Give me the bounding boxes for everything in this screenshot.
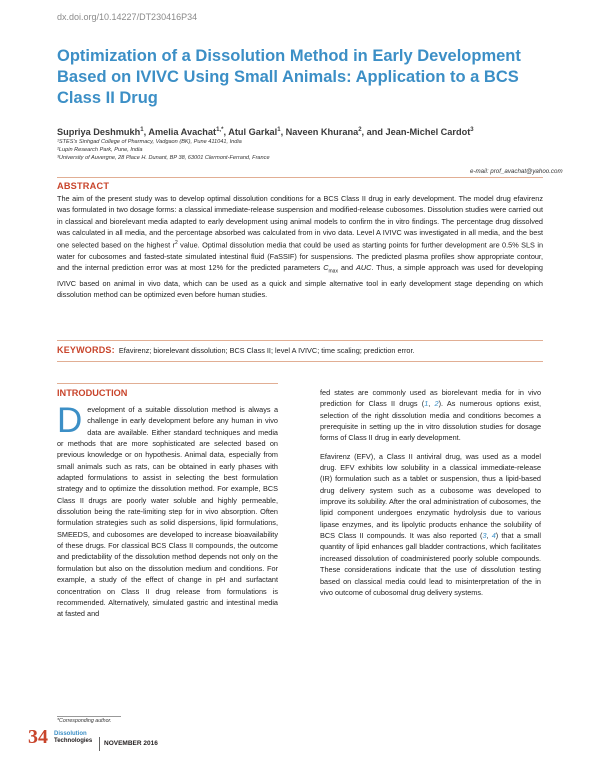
author-name: Amelia Avachat [148,127,217,138]
cmax-subscript: max [328,268,338,275]
author-list: Supriya Deshmukh$^1$, Amelia Avachat$^{1,*}$, Atul Garkal$^1$, Naveen Khurana$^2$, and Jean-Michel Cardot$^3$ [57,127,474,138]
affiliation: ¹STES's Sinhgad College of Pharmacy, Vadgaon (BK), Pune 411041, India [57,139,242,145]
footnote: *Corresponding author. [57,718,112,724]
article-title: Optimization of a Dissolution Method in Early Development Based on IVIVC Using Small Animals: Application to a BCS Class II Drug [57,47,521,107]
corresponding-email[interactable]: e-mail: prof_avachat@yahoo.com [470,168,563,175]
paragraph-text: fed states are commonly used as biorelevant media for in vivo prediction for Class II drugs ( [320,388,541,409]
abstract-segment: . Thus, a simple approach was used for developing IVIVC based on animal in vivo data, which can be used as a quick and simple alternative tool in early development stage depending on which dissolution method can be optimized even before human studies. [57,263,543,300]
keywords-list: Efavirenz; biorelevant dissolution; BCS Class II; level A IVIVC; time scaling; prediction error. [118,346,415,355]
issue-date: NOVEMBER 2016 [104,740,158,747]
drop-cap: D [57,401,83,440]
logo-line: Technologies [54,738,93,744]
citation-link[interactable]: 3 [482,531,487,541]
paragraph-text: , [486,531,492,541]
divider [57,340,543,341]
paragraph [320,451,541,598]
paragraph-text: ). As numerous options exist, selection of the right dissolution media and conditions becomes a prerequisite in setting up the in vitro dissolution studies for dosage forms of Class II drug in early development. [320,399,542,443]
abstract-heading: ABSTRACT [57,181,110,191]
paragraph-text: evelopment of a suitable dissolution method is always a challenge in early development before any human in vivo data are available. Either standard techniques and media or methods that are more sophisticated are selected based on previous knowledge or on hypothesis. Animal data, especially from small animals such as rats, can be obtained in early phases with adapted formulations to assist in selecting the best formulation strategy and to optimize the dissolution method. For example, BCS Class II drugs are poorly water soluble and highly permeable, dissolution being the rate-limiting step for in vivo absorption. Often formulation strategies such as solid dispersions, lipid formulations, SMEEDS, and cubosomes are developed to increase bioavailability of these drugs. For classical BCS Class II compounds, the outcome and predictability of the dissolution method depends not only on the formulation but also on the dissolution medium and conditions. For example, a study of the effect of change in pH and surfactant concentration on Class II drug release from formulations is recommended. Alternatively, simulated gastric and intestinal media at fasted and [57,405,278,619]
author-affiliation-mark: 1,* [216,127,224,133]
keywords-label: KEYWORDS: [57,345,115,355]
divider [57,383,278,384]
right-column [320,387,541,605]
author-name: Supriya Deshmukh [57,127,141,138]
abstract-segment: The aim of the present study was to develop optimal dissolution conditions for a BCS Class II drug in early development. The model drug efavirenz was formulated in two dosage forms: a classical immediate-release suspension and modified-release cubosomes. Dissolution studies were carried out in classical and biorelevant media adapted to early development using animal models to confirm the in vitro findings. The percentage drug dissolved was calculated in all media, and the percentage absorbed was calculated from in vivo data. Level A IVIVC was investigated in all media, and the best one selected based on the highest r [57,194,543,250]
paragraph-text: , [428,399,435,409]
section-heading-introduction: INTRODUCTION [57,388,128,398]
citation-link[interactable]: 2 [434,399,439,409]
abstract-segment: and [337,263,356,273]
divider [57,177,543,178]
affiliation: ³University of Auvergne, 28 Place H. Dunant, BP 38, 63001 Clermont-Ferrand, France [57,155,270,161]
author-name: Jean-Michel Cardot [385,127,471,138]
doi-link[interactable]: dx.doi.org/10.14227/DT230416P34 [57,12,198,22]
auc-symbol: AUC [355,263,372,273]
divider [57,361,543,362]
author-affiliation-mark: 3 [470,127,474,133]
affiliation: ²Lupin Research Park, Pune, India [57,147,143,153]
cmax-symbol: C [323,263,329,273]
journal-logo [54,731,100,745]
author-affiliation-mark: 2 [358,127,362,133]
author-name: Naveen Khurana [285,127,359,138]
abstract-segment: value. Optimal dissolution media that could be used as starting points for further development are 0.5% SLS in water for cubosomes and fasted-state simulated intestinal fluid (FaSSIF) for suspensions. The predicted plasma profiles show appropriate contour, and the internal prediction error was at most 12% for the predicted parameters [57,240,543,273]
author-name: Atul Garkal [228,127,278,138]
abstract-text [57,193,543,301]
citation-link[interactable]: 4 [491,531,496,541]
logo-line: Dissolution [54,731,87,737]
paragraph-text: ) that a small quantity of lipid enhances gall bladder contractions, which facilitates increased dissolution of coadministered poorly soluble compounds. These considerations indicate that the use of dissolution testing based on classical media could lead to misinterpretation of the in vivo outcome of cubosomal drug delivery systems. [320,531,541,597]
author-affiliation-mark: 1 [277,127,281,133]
page-number: 34 [28,726,48,748]
abstract-superscript: 2 [174,240,178,247]
paragraph-text: Efavirenz (EFV), a Class II antiviral drug, was used as a model drug. EFV exhibits low solubility in a classical immediate-release (IR) formulation such as a tablet or suspension, thus a lipid-based drug delivery system such as a cubosome was developed to improve its solubility. After the oral administration of cubosomes, the lipid component undergoes enzymatic hydrolysis due to various lipase enzymes, and its lipolytic products enhance the solubility of BCS Class II compounds. It was also reported ( [320,451,541,541]
keywords [57,345,543,355]
divider [57,716,121,717]
paragraph [57,401,278,620]
author-affiliation-mark: 1 [140,127,144,133]
divider [99,737,100,751]
left-column [57,401,278,627]
paragraph [320,387,541,444]
citation-link[interactable]: 1 [424,399,429,409]
